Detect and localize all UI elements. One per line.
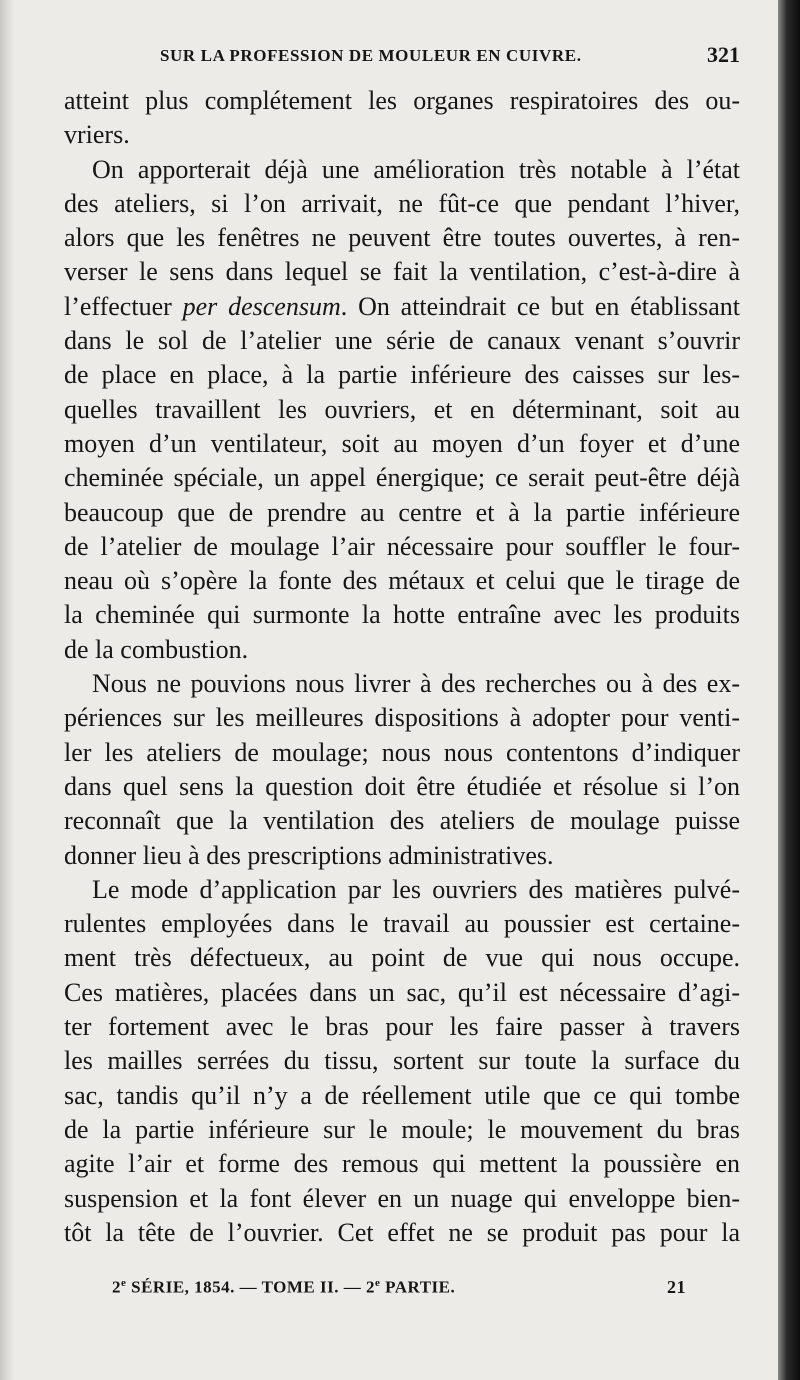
text-line: de la partie inférieure sur le moule; le mouvement du bras (64, 1114, 740, 1144)
page-header (64, 44, 740, 74)
text-line: beaucoup que de prendre au centre et à la partie inférieure (64, 497, 740, 527)
signature-mark: 2e SÉRIE, 1854. — TOME II. — 2e PARTIE. (112, 1277, 456, 1297)
text-line: neau où s’opère la fonte des métaux et celui que le tirage de (64, 566, 740, 596)
page-footer (112, 1277, 686, 1301)
text-line: tôt la tête de l’ouvrier. Cet effet ne se produit pas pour la (64, 1217, 740, 1247)
text-line: ter fortement avec le bras pour les faire passer à travers (64, 1012, 740, 1042)
text-line: de l’atelier de moulage l’air nécessaire pour souffler le four- (64, 531, 740, 561)
text-line: des ateliers, si l’on arrivait, ne fût-ce que pendant l’hiver, (64, 188, 740, 218)
text-line: donner lieu à des prescriptions administratives. (64, 840, 554, 870)
text-line: moyen d’un ventilateur, soit au moyen d’un foyer et d’une (64, 428, 740, 458)
text-line: les mailles serrées du tissu, sortent sur toute la surface du (64, 1046, 740, 1076)
text-line: Nous ne pouvions nous livrer à des recherches ou à des ex- (92, 669, 740, 699)
text-line: Le mode d’application par les ouvriers des matières pulvé- (92, 874, 740, 904)
text-line: ment très défectueux, au point de vue qui nous occupe. (64, 943, 740, 973)
text-line: cheminée spéciale, un appel énergique; ce serait peut-être déjà (64, 463, 740, 493)
text-line: ler les ateliers de moulage; nous nous contentons d’indiquer (64, 737, 740, 767)
text-line: Ces matières, placées dans un sac, qu’il est nécessaire d’agi- (64, 977, 740, 1007)
text-line: sac, tandis qu’il n’y a de réellement utile que ce qui tombe (64, 1080, 740, 1110)
text-line: dans quel sens la question doit être étudiée et résolue si l’on (64, 771, 740, 801)
sheet-number: 21 (667, 1277, 686, 1297)
text-line: alors que les fenêtres ne peuvent être toutes ouvertes, à ren- (64, 223, 740, 253)
text-line: suspension et la font élever en un nuage qui enveloppe bien- (64, 1183, 740, 1213)
text-line: périences sur les meilleures dispositions à adopter pour venti- (64, 703, 740, 733)
text-line: atteint plus complétement les organes respiratoires des ou- (64, 86, 740, 115)
latin-phrase: per descensum (182, 291, 341, 321)
text-line: de place en place, à la partie inférieure des caisses sur les- (64, 360, 740, 390)
text-line: vriers. (64, 120, 130, 150)
text-line: dans le sol de l’atelier une série de canaux venant s’ouvrir (64, 326, 740, 356)
text-line: verser le sens dans lequel se fait la ventilation, c’est-à-dire à (64, 257, 740, 287)
text-line: la cheminée qui surmonte la hotte entraîne avec les produits (64, 600, 740, 630)
running-head: SUR LA PROFESSION DE MOULEUR EN CUIVRE. (160, 46, 582, 65)
text-line: agite l’air et forme des remous qui mettent la poussière en (64, 1149, 740, 1179)
body-text (64, 84, 740, 1250)
text-line: l’effectuer per descensum. On atteindrait ce but en établissant (64, 291, 740, 321)
text-line: quelles travaillent les ouvriers, et en déterminant, soit au (64, 394, 740, 424)
page-gutter-shadow (0, 0, 14, 1380)
text-line: de la combustion. (64, 634, 249, 664)
page-number: 321 (707, 42, 740, 67)
text-line: reconnaît que la ventilation des ateliers de moulage puisse (64, 806, 740, 836)
text-line: rulentes employées dans le travail au poussier est certaine- (64, 909, 740, 939)
text-line: On apporterait déjà une amélioration très notable à l’état (92, 154, 740, 184)
scan-edge-shadow (778, 0, 800, 1380)
